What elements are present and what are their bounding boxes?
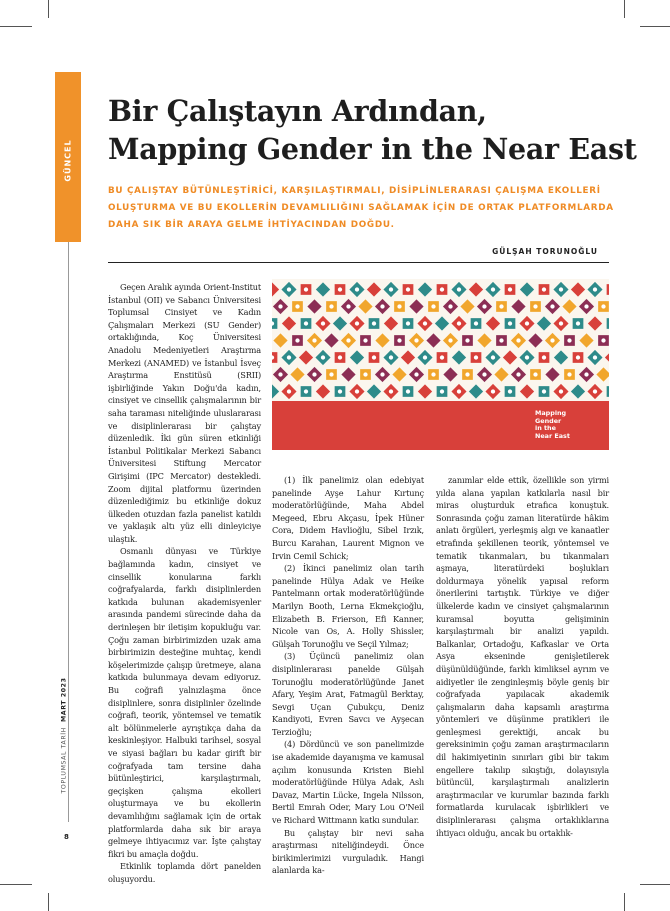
deck-line-1: BU ÇALIŞTAY BÜTÜNLEŞTİRİCİ, KARŞILAŞTIRMALI, DİSİPLİNLERARASI ÇALIŞMA EKOLLERİ [108, 186, 601, 196]
page-number: 8 [64, 833, 69, 841]
body-column-1 [108, 281, 261, 886]
caption-line: in the [535, 424, 556, 432]
paragraph: Geçen Aralık ayında Orient-Institut İstanbul (OII) ve Sabancı Üniversitesi Toplumsal Cinsiyet ve Kadın Çalışmaları Merkezi (SU Gender) ortaklığında, Koç Üniversitesi Anadolu Medeniyetleri Araştırma Merkezi (ANAMED) ve İstanbul İsveç Araştırma Enstitüsü (SRII) işbirliğinde Yakın Doğu'da kadın, cinsiyet ve cinsellik çalışmalarının bir saha taraması niteliğinde uluslararası ve disiplinlerarası bir çalıştay düzenledik. İki gün süren etkinliği İstanbul Politikalar Merkezi Sabancı Üniversitesi Stiftung Mercator Girişimi (IPC Mercator) destekledi. Zoom dijital platformu üzerinden düzenlediğimiz bu etkinliğe dokuz ülkeden otuzdan fazla panelist katıldı ve yaklaşık altı yüz elli dinleyiciye ulaştık. [108, 282, 261, 544]
crop-mark [48, 0, 49, 18]
article-title [108, 92, 637, 168]
running-footer [34, 640, 94, 830]
deck-line-3: DAHA SIK BİR ARAYA GELME İHTİYACINDAN DOĞDU. [108, 220, 395, 230]
caption-line: Gender [535, 416, 562, 425]
poster-caption [535, 410, 570, 440]
crop-mark [640, 884, 670, 885]
paragraph: (2) İkinci panelimiz olan tarih panelinde Hülya Adak ve Heike Pantelmann ortak moderatörlüğünde Marilyn Booth, Lerna Ekmekçioğlu, Elizabeth B. Frierson, Efi Kanner, Nicole van Os, A. Holly Shissler, Gülşah Torunoğlu ve Seçil Yılmaz; [272, 563, 424, 649]
caption-line: Near East [535, 431, 570, 440]
paragraph: (4) Dördüncü ve son panelimizde ise akademide dayanışma ve kamusal açılım konusunda Kristen Biehl moderatörlüğünde Hülya Adak, Aslı Davaz, Martin Lücke, Ingela Nilsson, Bertil Emrah Oder, Mary Lou O'Neil ve Richard Wittmann katkı sundular. [272, 739, 424, 826]
crop-mark [624, 0, 625, 18]
paragraph: Bu çalıştay bir nevi saha araştırması niteliğindeydi. Önce birikimlerimizi vurguladık. Hangi alanlarda ka- [272, 827, 424, 876]
crop-mark [640, 26, 670, 27]
paragraph: zanımlar elde ettik, özellikle son yirmi yılda alana yapılan katkılarla nasıl bir miras oluşturduk etrafıca konuştuk. Sonrasında çoğu zaman literatürde hâkim anlatı örgüleri, yerleşmiş algı ve kanaatler etrafında şekillenen teorik, yöntemsel ve tematik tıkanmaları, bu tıkanmaları aşmaya, literatürdeki boşlukları doldurmaya yönelik yapısal reform önerilerini tartıştık. Türkiye ve diğer ülkelerde kadın ve cinsiyet çalışmalarının kuramsal boyutta gelişiminin karşılaştırmalı bir analizi yapıldı. Balkanlar, Ortadoğu, Kafkaslar ve Orta Asya ekseninde genişletilerek düşünüldüğünde, farklı kimliksel ayrım ve aidiyetler ile zenginleşmiş böyle geniş bir coğrafyada yapılacak akademik çalışmaların daha kapsamlı araştırma yöntemleri ve düşünme pratikleri ile genleşmesi gerektiği, ancak bu gereksinimin çoğu zaman araştırmacıların dil hakimiyetinin sınırları gibi bir takım engellere takılıp sıkıştığı, dolayısıyla bütüncül, karşılaştırmalı analizlerin araştırmacılar ve kurumlar bazında farklı formatlarda kurulacak işbirlikleri ve disiplinlerarası çalışma ortaklıklarına ihtiyacı olduğu, ancak bu ortaklık- [436, 475, 609, 838]
caption-line: Mapping [535, 409, 567, 417]
section-label-text: GÜNCEL [63, 138, 73, 182]
crop-mark [0, 26, 32, 27]
article-deck [108, 183, 614, 234]
paragraph: Etkinlik toplamda dört panelden oluşuyordu. [108, 861, 261, 884]
magazine-name: TOPLUMSAL TARİH [60, 726, 68, 793]
author-byline: GÜLŞAH TORUNOĞLU [492, 247, 598, 256]
issue-date: MART 2023 [60, 677, 68, 722]
crop-mark [48, 893, 49, 911]
section-tab-label [58, 120, 78, 200]
byline-rule [108, 262, 609, 263]
body-column-3 [436, 474, 609, 839]
deck-line-2: OLUŞTURMA VE BU EKOLLERİN DEVAMLILIĞINI SAĞLAMAK İÇİN DE ORTAK PLATFORMLARDA [108, 203, 614, 213]
title-line-1: Bir Çalıştayın Ardından, [108, 94, 487, 128]
paragraph: (1) İlk panelimiz olan edebiyat panelinde Ayşe Lahur Kırtunç moderatörlüğünde, Maha Abdel Megeed, Ebru Akçasu, İpek Hüner Cora, Didem Havlioğlu, Sibel Irzık, Burcu Karahan, Laurent Mignon ve Irvin Cemil Schick; [272, 475, 424, 561]
crop-mark [624, 893, 625, 911]
title-line-2: Mapping Gender in the Near East [108, 132, 637, 166]
paragraph: (3) Üçüncü panelimiz olan disiplinlerarası panelde Gülşah Torunoğlu moderatörlüğünde Janet Afary, Yeşim Arat, Fatmagül Berktay, Sevgi Uçan Çubukçu, Deniz Kandiyoti, Evren Savcı ve Ayşecan Terzioğlu; [272, 651, 424, 737]
paragraph: Osmanlı dünyası ve Türkiye bağlamında kadın, cinsiyet ve cinsellik konularına farklı coğrafyalarda, farklı disiplinlerden katkıda bulunan akademisyenler arasında pandemi sürecinde daha da derinleşen bir iletişim kopukluğu var. Çoğu zaman birbirimizden uzak ama birbirimizin desteğine muhtaç, kendi köşelerimizde çalışıp üretmeye, alana katkıda bulunmaya devam ediyoruz. Bu coğrafi yalnızlaşma önce disiplinlere, sonra disiplinler özelinde coğrafi, teorik, yöntemsel ve tematik alt bölünmelerle ayrıştıkça daha da keskinleşiyor. Halbuki tarihsel, sosyal ve siyasi bağları bu kadar girift bir coğrafyada tam tersine daha bütünleştirici, karşılaştırmalı, geçişken çalışma ekolleri oluşturmaya ve bu ekollerin devamlılığını sağlamak için de ortak platformlarda daha sık bir araya gelmeye ihtiyacımız var. İşte çalıştay fikri bu amaçla doğdu. [108, 546, 261, 859]
body-column-2 [272, 474, 424, 877]
crop-mark [0, 884, 32, 885]
